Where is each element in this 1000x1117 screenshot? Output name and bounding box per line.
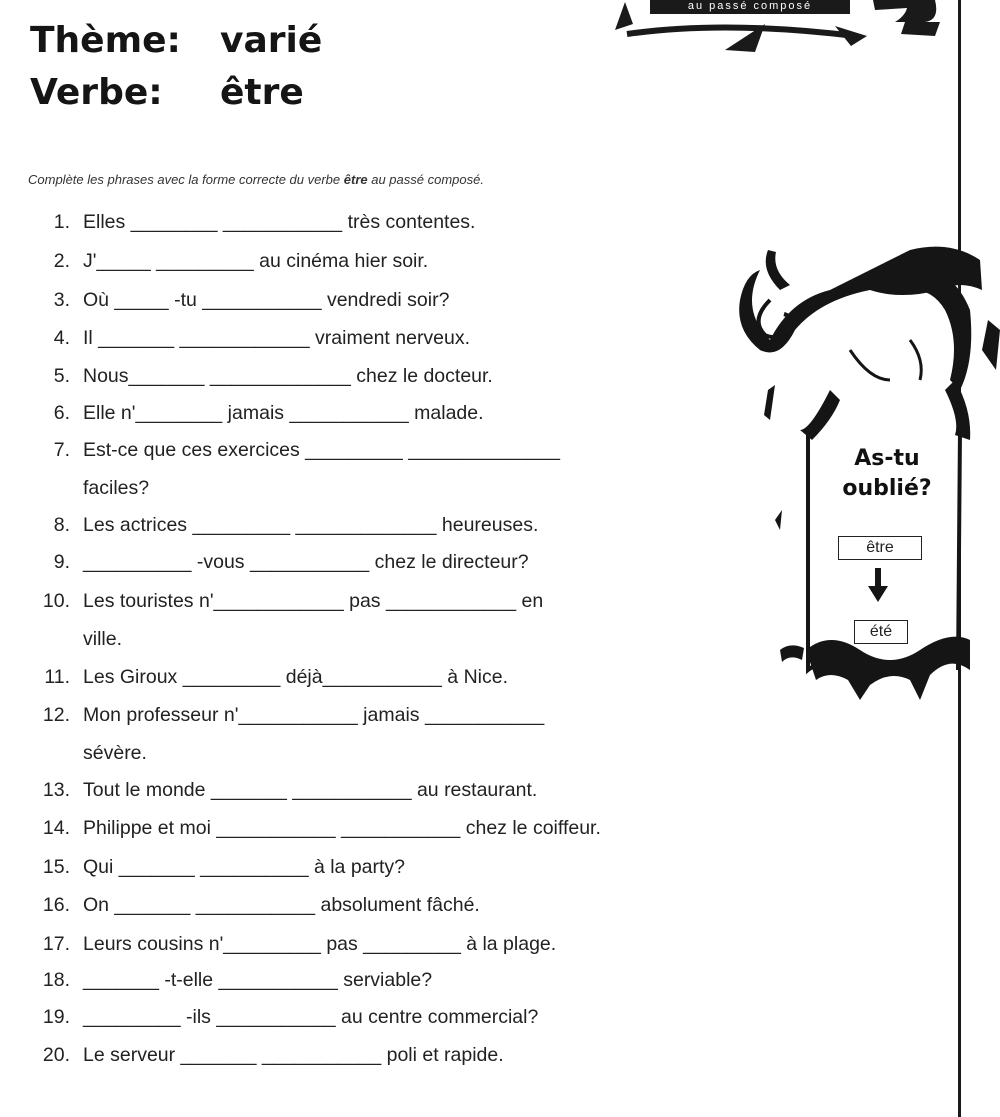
instruction-text — [28, 172, 484, 187]
exercise-number: 1. — [53, 211, 70, 233]
exercise-text[interactable]: Tout le monde _______ ___________ au restaurant. — [83, 779, 538, 801]
exercise-text[interactable]: __________ -vous ___________ chez le directeur? — [83, 551, 529, 573]
instruction-before: Complète les phrases avec la forme correcte du verbe — [28, 172, 344, 187]
theme-value: varié — [220, 20, 323, 61]
exercise-number: 9. — [53, 551, 70, 573]
exercise-number: 2. — [53, 250, 70, 272]
exercise-text[interactable]: Leurs cousins n'_________ pas _________ à la plage. — [83, 933, 557, 955]
instruction-verb: être — [343, 172, 368, 187]
exercise-number: 6. — [53, 402, 70, 424]
infinitive-box: être — [838, 536, 922, 560]
exercise-number: 12. — [42, 704, 70, 726]
exercise-number: 17. — [42, 933, 70, 955]
exercise-number: 13. — [42, 779, 70, 801]
exercise-number: 19. — [42, 1006, 70, 1028]
exercise-text[interactable]: Est-ce que ces exercices _________ ______________ — [83, 439, 561, 461]
exercise-text[interactable]: Nous_______ _____________ chez le docteur. — [83, 365, 493, 387]
exercise-number: 7. — [53, 439, 70, 461]
exercise-continuation: ville. — [83, 628, 123, 650]
exercise-number: 20. — [42, 1044, 70, 1066]
verb-label: Verbe: — [30, 72, 163, 113]
exercise-text[interactable]: _______ -t-elle ___________ serviable? — [83, 969, 433, 991]
down-arrow-icon — [866, 566, 890, 606]
exercise-text[interactable]: Les Giroux _________ déjà___________ à Nice. — [83, 666, 509, 688]
exercise-number: 5. — [53, 365, 70, 387]
exercise-text[interactable]: Le serveur _______ ___________ poli et rapide. — [83, 1044, 504, 1066]
exercise-number: 3. — [53, 289, 70, 311]
logo-text: au passé composé — [650, 0, 850, 14]
exercise-text[interactable]: Mon professeur n'___________ jamais ___________ — [83, 704, 545, 726]
exercise-text[interactable]: On _______ ___________ absolument fâché. — [83, 894, 480, 916]
reminder-title — [812, 444, 962, 504]
exercise-number: 10. — [42, 590, 70, 612]
exercise-continuation: sévère. — [83, 742, 147, 764]
exercise-number: 15. — [42, 856, 70, 878]
reminder-title-line2: oublié? — [842, 476, 932, 501]
reminder-title-line1: As-tu — [854, 446, 920, 471]
theme-heading — [30, 20, 323, 61]
exercise-text[interactable]: Elles ________ ___________ très contentes. — [83, 211, 476, 233]
exercise-text[interactable]: Où _____ -tu ___________ vendredi soir? — [83, 289, 450, 311]
exercise-text[interactable]: Elle n'________ jamais ___________ malade. — [83, 402, 484, 424]
exercise-text[interactable]: Les touristes n'____________ pas ____________ en — [83, 590, 544, 612]
exercise-text[interactable]: Les actrices _________ _____________ heureuses. — [83, 514, 539, 536]
verb-heading — [30, 72, 304, 113]
exercise-number: 18. — [42, 969, 70, 991]
exercise-number: 8. — [53, 514, 70, 536]
exercise-text[interactable]: Il _______ ____________ vraiment nerveux. — [83, 327, 471, 349]
exercise-text[interactable]: Philippe et moi ___________ ___________ chez le coiffeur. — [83, 817, 601, 839]
exercise-text[interactable]: J'_____ _________ au cinéma hier soir. — [83, 250, 429, 272]
exercise-continuation: faciles? — [83, 477, 150, 499]
exercise-number: 4. — [53, 327, 70, 349]
exercise-number: 16. — [42, 894, 70, 916]
verb-value: être — [220, 72, 304, 113]
theme-label: Thème: — [30, 20, 181, 61]
exercise-text[interactable]: Qui _______ __________ à la party? — [83, 856, 406, 878]
participle-box: été — [854, 620, 908, 644]
exercise-number: 11. — [44, 666, 70, 688]
instruction-after: au passé composé. — [367, 172, 484, 187]
exercise-number: 14. — [42, 817, 70, 839]
exercise-text[interactable]: _________ -ils ___________ au centre commercial? — [83, 1006, 539, 1028]
